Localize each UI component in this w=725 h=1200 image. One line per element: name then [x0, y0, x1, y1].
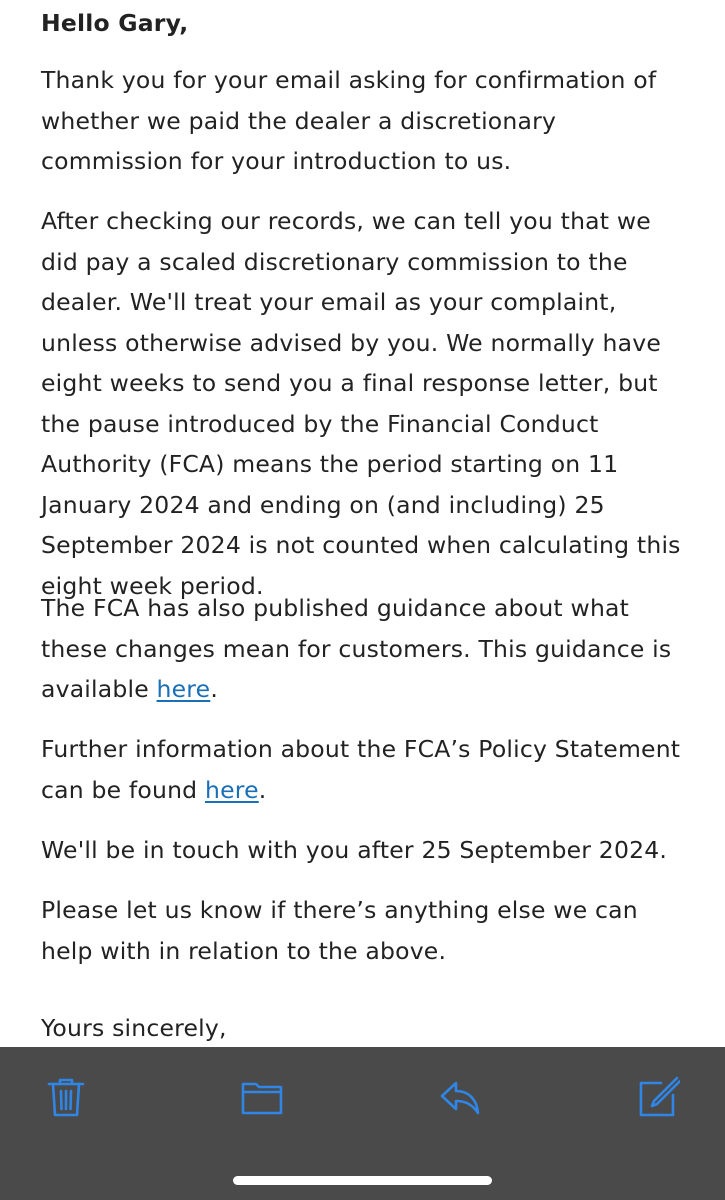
email-paragraph-4: [41, 729, 691, 810]
move-to-folder-button[interactable]: [238, 1073, 286, 1121]
compose-icon: [636, 1075, 680, 1119]
email-paragraph-6: Please let us know if there’s anything else we can help with in relation to the above.: [41, 896, 638, 965]
delete-button[interactable]: [42, 1073, 90, 1121]
email-signoff: Yours sincerely,: [41, 1014, 227, 1042]
email-paragraph-2: After checking our records, we can tell you that we did pay a scaled discretionary commission to the dealer. We'll treat your email as your complaint, unless otherwise advised by you. We normally have eight weeks to send you a final response letter, but the pause introduced by the Financial Conduct Authority (FCA) means the period starting on 11 January 2024 and ending on (and including) 25 September 2024 is not counted when calculating this eight week period.: [41, 207, 681, 600]
paragraph-4-end: .: [258, 775, 267, 804]
trash-icon: [44, 1075, 88, 1119]
reply-icon: [438, 1075, 482, 1119]
reply-button[interactable]: [436, 1073, 484, 1121]
email-paragraph-1: Thank you for your email asking for confirmation of whether we paid the dealer a discretionary commission for your introduction to us.: [41, 66, 657, 175]
home-indicator[interactable]: [233, 1176, 492, 1185]
policy-statement-link[interactable]: here: [204, 775, 259, 804]
email-paragraph-5: We'll be in touch with you after 25 September 2024.: [41, 836, 668, 864]
compose-button[interactable]: [634, 1073, 682, 1121]
guidance-link[interactable]: here: [156, 675, 211, 703]
paragraph-4-text: Further information about the FCA’s Policy Statement can be found: [41, 735, 681, 804]
email-paragraph-3: [41, 588, 691, 710]
folder-icon: [240, 1075, 284, 1119]
bottom-toolbar: [0, 1047, 725, 1200]
paragraph-3-text: The FCA has also published guidance about what these changes mean for customers. This guidance is available: [41, 594, 672, 703]
email-greeting: Hello Gary,: [41, 9, 189, 37]
paragraph-3-end: .: [210, 675, 218, 703]
